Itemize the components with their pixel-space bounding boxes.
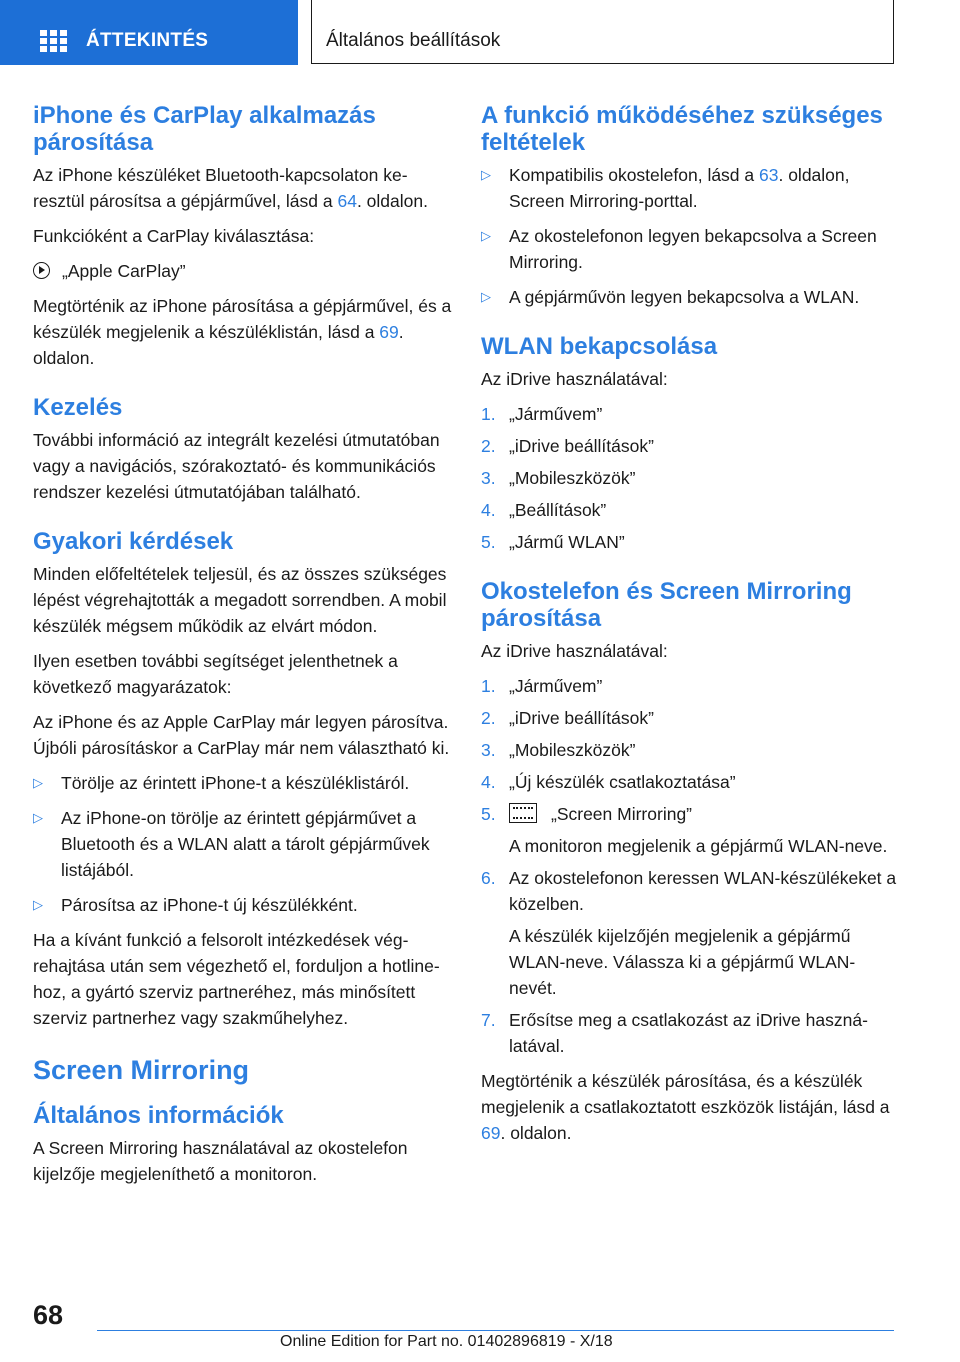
list-item	[481, 162, 901, 214]
list-item	[481, 769, 901, 795]
text: „iDrive beállítások”	[509, 436, 654, 456]
paragraph: Minden előfeltételek teljesül, és az összes szükséges lépést végrehajtották a megadott sorrendben. A mobil készülék mégsem működik az elvárt módon.	[33, 564, 447, 636]
overview-nav-button[interactable]	[0, 0, 298, 65]
text: Törölje az érintett iPhone-t a készüléklistáról.	[61, 773, 410, 793]
step-note: A monitoron megjelenik a gépjármű WLAN-neve.	[509, 836, 888, 856]
step-list	[481, 673, 901, 1059]
step-number: 1.	[481, 404, 496, 424]
paragraph	[33, 162, 453, 214]
list-item	[481, 465, 901, 491]
list-item	[481, 433, 901, 459]
list-item	[481, 865, 901, 1001]
paragraph: További információ az integrált kezelési útmutatóban vagy a navigációs, szórakoztató- és kommunikációs rendszer kezelési útmutatójában található.	[33, 430, 440, 502]
step-number: 3.	[481, 468, 496, 488]
text: Az okostelefonon keressen WLAN-készülékeket a közelben.	[509, 868, 897, 914]
grid-menu-icon	[40, 30, 67, 52]
overview-nav-label: ÁTTEKINTÉS	[86, 30, 209, 51]
section-tab-label: Általános beállítások	[326, 30, 501, 51]
menu-item-line	[33, 258, 453, 284]
list-item	[481, 401, 901, 427]
text: . oldalon, Screen Mirroring-porttal.	[509, 165, 850, 211]
step-number: 3.	[481, 740, 496, 760]
text: Párosítsa az iPhone-t új készülékként.	[61, 895, 358, 915]
list-item	[33, 805, 453, 883]
triangle-bullet-icon: ▷	[33, 897, 43, 912]
triangle-bullet-icon: ▷	[481, 167, 491, 182]
step-number: 5.	[481, 532, 496, 552]
section-title: iPhone és CarPlay alkalmazás párosítása	[33, 102, 376, 156]
text: Erősítse meg a csatlakozást az iDrive használatával.	[509, 1010, 868, 1056]
step-number: 2.	[481, 708, 496, 728]
text: „Beállítások”	[509, 500, 607, 520]
list-item	[33, 770, 453, 796]
step-note: A készülék kijelzőjén megjelenik a gépjármű WLAN-neve. Válassza ki a gépjármű WLAN-nevét.	[509, 926, 856, 998]
step-list	[481, 401, 901, 555]
triangle-bullet-icon: ▷	[481, 289, 491, 304]
step-number: 5.	[481, 804, 496, 824]
text: „Járművem”	[509, 404, 603, 424]
paragraph: Az iPhone és az Apple CarPlay már legyen párosítva. Újbóli párosításkor a CarPlay már nem választható ki.	[33, 712, 450, 758]
section-title: Kezelés	[33, 394, 123, 421]
text: Az iPhone készüléket Bluetooth-kapcsolaton keresztül párosítsa a gépjárművel, lásd a	[33, 165, 408, 211]
paragraph: Az iDrive használatával:	[481, 641, 668, 661]
text: Kompatibilis okostelefon, lásd a	[509, 165, 759, 185]
triangle-bullet-icon: ▷	[481, 228, 491, 243]
right-column	[481, 102, 901, 1155]
paragraph	[33, 293, 453, 371]
text: Megtörténik a készülék párosítása, és a készülék megjelenik a csatlakoztatott eszközök listáján, lásd a	[481, 1071, 890, 1117]
list-item	[481, 284, 901, 310]
triangle-bullet-icon: ▷	[33, 775, 43, 790]
text: „Apple CarPlay”	[62, 261, 186, 281]
text: „Új készülék csatlakoztatása”	[509, 772, 736, 792]
step-number: 6.	[481, 868, 496, 888]
text: A gépjárművön legyen bekapcsolva a WLAN.	[509, 287, 860, 307]
bullet-list	[481, 162, 901, 310]
screen-mirroring-icon	[509, 803, 537, 823]
step-number: 7.	[481, 1010, 496, 1030]
page-link[interactable]: 64	[337, 191, 357, 211]
section-title: A funkció működéséhez szükséges feltételek	[481, 102, 883, 156]
text: . oldalon.	[356, 191, 428, 211]
list-item	[481, 673, 901, 699]
page-link[interactable]: 69	[481, 1123, 501, 1143]
list-item	[481, 737, 901, 763]
list-item	[481, 497, 901, 523]
play-arrow-icon	[33, 262, 50, 279]
paragraph: Funkcióként a CarPlay kiválasztása:	[33, 226, 315, 246]
list-item	[33, 892, 453, 918]
page-link[interactable]: 69	[379, 322, 399, 342]
list-item	[481, 223, 901, 275]
text: Megtörténik az iPhone párosítása a gépjárművel, és a készülék megjelenik a készüléklistán, lásd a	[33, 296, 452, 342]
section-title: Gyakori kérdések	[33, 528, 234, 555]
text: „Járművem”	[509, 676, 603, 696]
page-number: 68	[33, 1300, 64, 1330]
page-link[interactable]: 63	[759, 165, 779, 185]
section-title: Általános információk	[33, 1102, 284, 1129]
paragraph: Ilyen esetben további segítséget jelenthetnek a következő magyarázatok:	[33, 651, 398, 697]
paragraph: Ha a kívánt funkció a felsorolt intézkedések végrehajtása után sem végezhető el, forduljon a hotline-hoz, a gyártó szerviz partneréhez, más minősített szerviz partnerhez vagy szakműhelyhez.	[33, 930, 440, 1028]
paragraph	[481, 1068, 901, 1146]
chapter-title: Screen Mirroring	[33, 1055, 250, 1085]
text: Az iPhone-on törölje az érintett gépjárművet a Bluetooth és a WLAN alatt a tárolt gépjárművek listájából.	[61, 808, 430, 880]
section-title: WLAN bekapcsolása	[481, 333, 718, 360]
text: „Screen Mirroring”	[551, 804, 692, 824]
paragraph: Az iDrive használatával:	[481, 369, 668, 389]
footer-edition: Online Edition for Part no. 01402896819 - X/18	[280, 1333, 613, 1350]
section-tab[interactable]	[311, 0, 894, 64]
footer-divider	[97, 1330, 894, 1331]
list-item	[481, 529, 901, 555]
bullet-list	[33, 770, 453, 918]
step-number: 1.	[481, 676, 496, 696]
triangle-bullet-icon: ▷	[33, 810, 43, 825]
text: „Jármű WLAN”	[509, 532, 625, 552]
step-number: 2.	[481, 436, 496, 456]
paragraph: A Screen Mirroring használatával az okostelefon kijelzője megjeleníthető a monitoron.	[33, 1138, 408, 1184]
step-number: 4.	[481, 772, 496, 792]
list-item	[481, 801, 901, 859]
text: . oldalon.	[33, 322, 404, 368]
text: Az okostelefonon legyen bekapcsolva a Screen Mirroring.	[509, 226, 877, 272]
list-item	[481, 1007, 901, 1059]
text: „Mobileszközök”	[509, 740, 636, 760]
text: . oldalon.	[500, 1123, 572, 1143]
text: „Mobileszközök”	[509, 468, 636, 488]
step-number: 4.	[481, 500, 496, 520]
left-column	[33, 102, 453, 1196]
section-title: Okostelefon és Screen Mirroring párosítása	[481, 578, 852, 632]
text: „iDrive beállítások”	[509, 708, 654, 728]
list-item	[481, 705, 901, 731]
